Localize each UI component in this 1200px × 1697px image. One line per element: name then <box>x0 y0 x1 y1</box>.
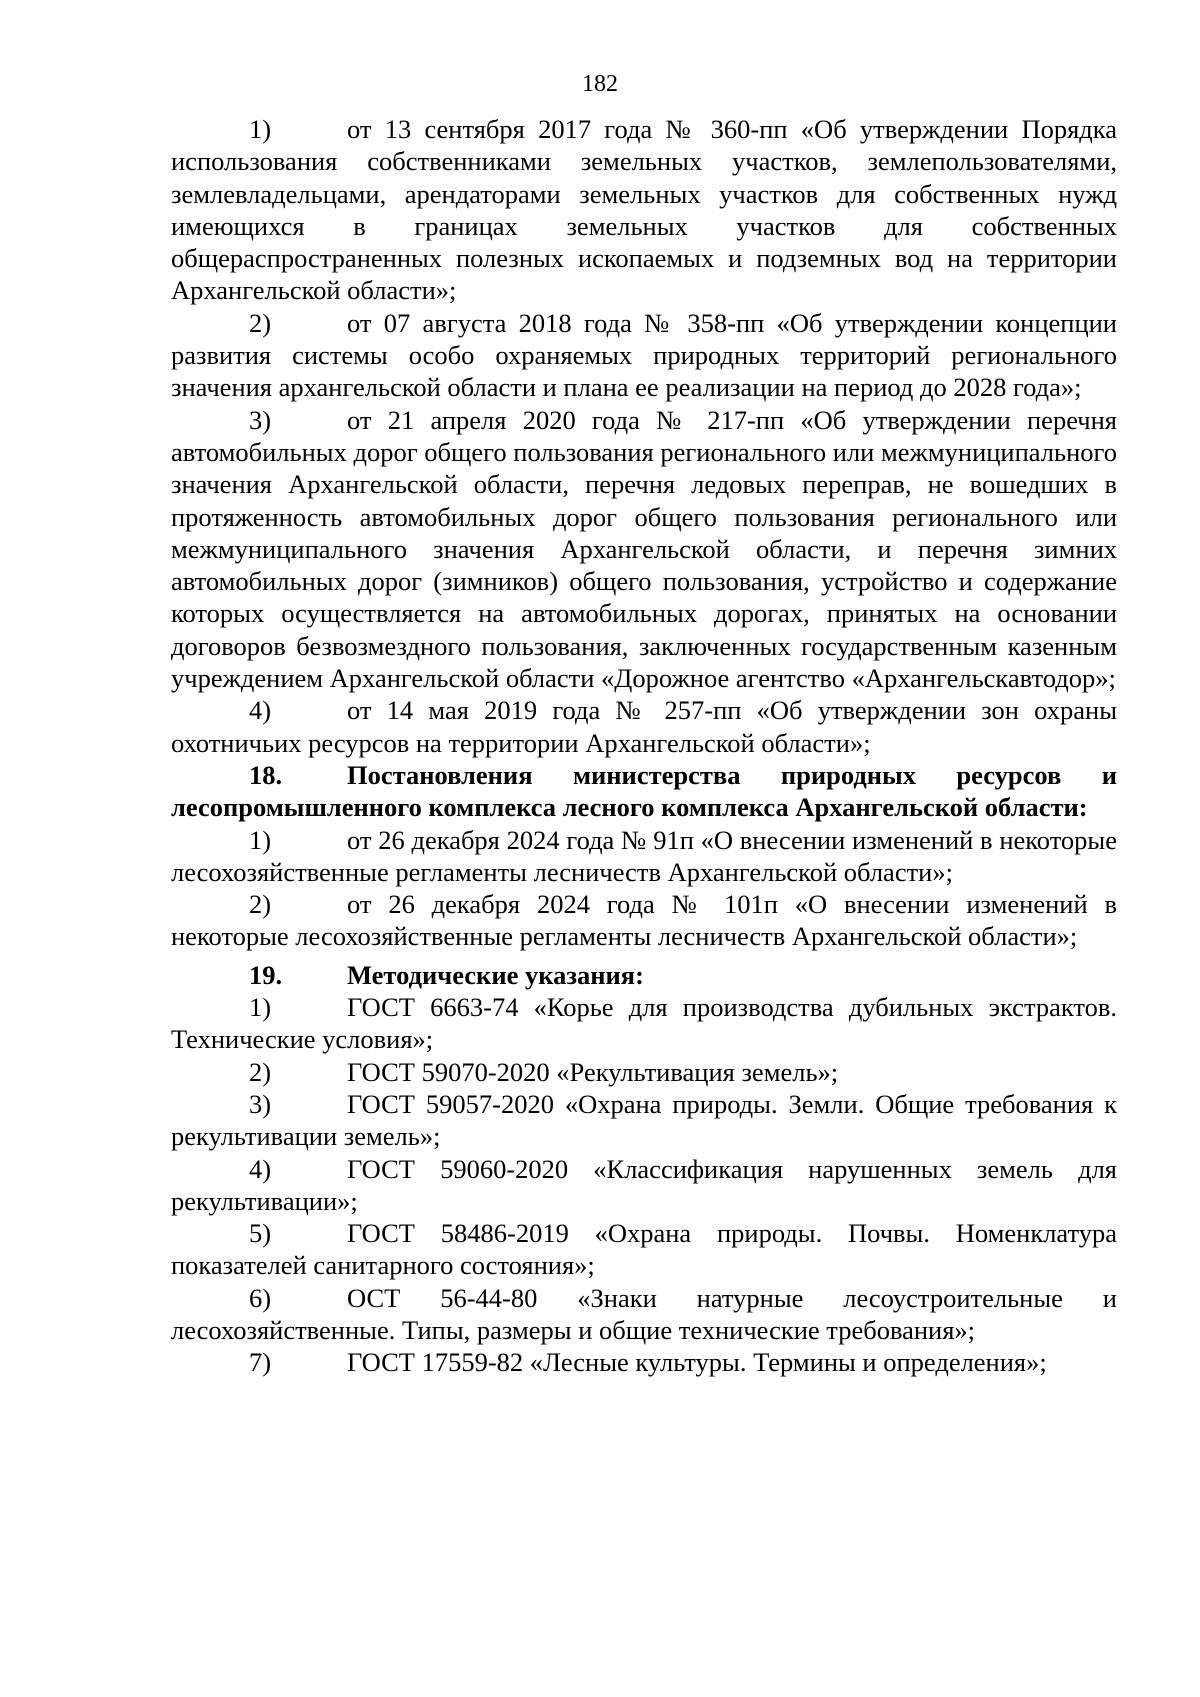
list-item <box>171 404 1117 695</box>
item-number: 4) <box>249 1153 272 1184</box>
list-item <box>171 307 1117 404</box>
item-text: от 07 августа 2018 года № 358-пп «Об утверждении концепции развития системы особо охраняемых природных территорий регионального значения архангельской области и плана ее реализации на период до 2028 года»; <box>171 307 1117 403</box>
item-number: 2) <box>249 307 272 338</box>
document-body <box>171 113 1117 1379</box>
item-number: 1) <box>249 824 272 855</box>
list-item <box>171 824 1117 889</box>
page-number: 182 <box>582 71 618 97</box>
item-number: 7) <box>249 1347 272 1378</box>
item-text: ГОСТ 17559-82 «Лесные культуры. Термины и определения»; <box>347 1347 1047 1378</box>
list-item <box>171 1282 1117 1347</box>
item-number: 1) <box>249 114 272 144</box>
list-item <box>171 694 1117 759</box>
item-number: 5) <box>249 1218 272 1249</box>
item-text: ГОСТ 59060-2020 «Классификация нарушенных земель для рекультивации»; <box>171 1153 1117 1216</box>
item-text: ГОСТ 6663-74 «Корье для производства дубильных экстрактов. Технические условия»; <box>171 992 1117 1055</box>
list-item <box>171 1153 1117 1218</box>
section-heading <box>171 959 1117 991</box>
section-title: Постановления министерства природных ресурсов и лесопромышленного комплекса лесного комплекса Архангельской области: <box>171 759 1117 823</box>
item-text: от 26 декабря 2024 года № 101п «О внесении изменений в некоторые лесохозяйственные регламенты лесничеств Архангельской области»; <box>171 889 1117 952</box>
item-number: 3) <box>249 404 272 435</box>
item-text: ГОСТ 59070-2020 «Рекультивация земель»; <box>347 1056 839 1087</box>
item-text: от 21 апреля 2020 года № 217-пп «Об утверждении перечня автомобильных дорог общего пользования регионального или межмуниципального значения Архангельской области, перечня ледовых переправ, не вошедших в протяженность автомобильных дорог общего пользования регионального или межмуниципального значения Архангельской области, и перечня зимних автомобильных дорог (зимников) общего пользования, устройство и содержание которых осуществляется на автомобильных дорогах, принятых на основании договоров безвозмездного пользования, заключенных государственным казенным учреждением Архангельской области «Дорожное агентство «Архангельскавтодор»; <box>171 404 1117 694</box>
item-text: от 26 декабря 2024 года № 91п «О внесении изменений в некоторые лесохозяйственные регламенты лесничеств Архангельской области»; <box>171 824 1117 887</box>
section-title: Методические указания: <box>347 959 644 990</box>
item-number: 4) <box>249 695 272 726</box>
item-number: 3) <box>249 1088 272 1119</box>
list-item <box>171 1346 1117 1378</box>
item-text: от 13 сентября 2017 года № 360-пп «Об утверждении Порядка использования собственниками земельных участков, землепользователями, землевладельцами, арендаторами земельных участков для собственных нужд имеющихся в границах земельных участков для собственных общераспространенных полезных ископаемых и подземных вод на территории Архангельской области»; <box>171 114 1117 306</box>
list-item <box>171 1088 1117 1153</box>
item-number: 6) <box>249 1282 272 1313</box>
item-text: от 14 мая 2019 года № 257-пп «Об утверждении зон охраны охотничьих ресурсов на территории Архангельской области»; <box>171 695 1117 758</box>
list-item <box>171 1217 1117 1282</box>
item-number: 1) <box>249 992 272 1023</box>
item-number: 2) <box>249 1056 272 1087</box>
list-item <box>171 113 1117 307</box>
item-text: ГОСТ 58486-2019 «Охрана природы. Почвы. Номенклатура показателей санитарного состояния»; <box>171 1218 1117 1281</box>
list-item <box>171 1056 1117 1088</box>
item-text: ГОСТ 59057-2020 «Охрана природы. Земли. Общие требования к рекультивации земель»; <box>171 1088 1117 1152</box>
item-number: 2) <box>249 889 272 920</box>
section-number: 18. <box>249 759 283 790</box>
section-number: 19. <box>249 959 283 990</box>
section-heading <box>171 759 1117 824</box>
item-text: ОСТ 56-44-80 «Знаки натурные лесоустроительные и лесохозяйственные. Типы, размеры и общие технические требования»; <box>171 1282 1117 1345</box>
list-item <box>171 888 1117 953</box>
list-item <box>171 991 1117 1056</box>
